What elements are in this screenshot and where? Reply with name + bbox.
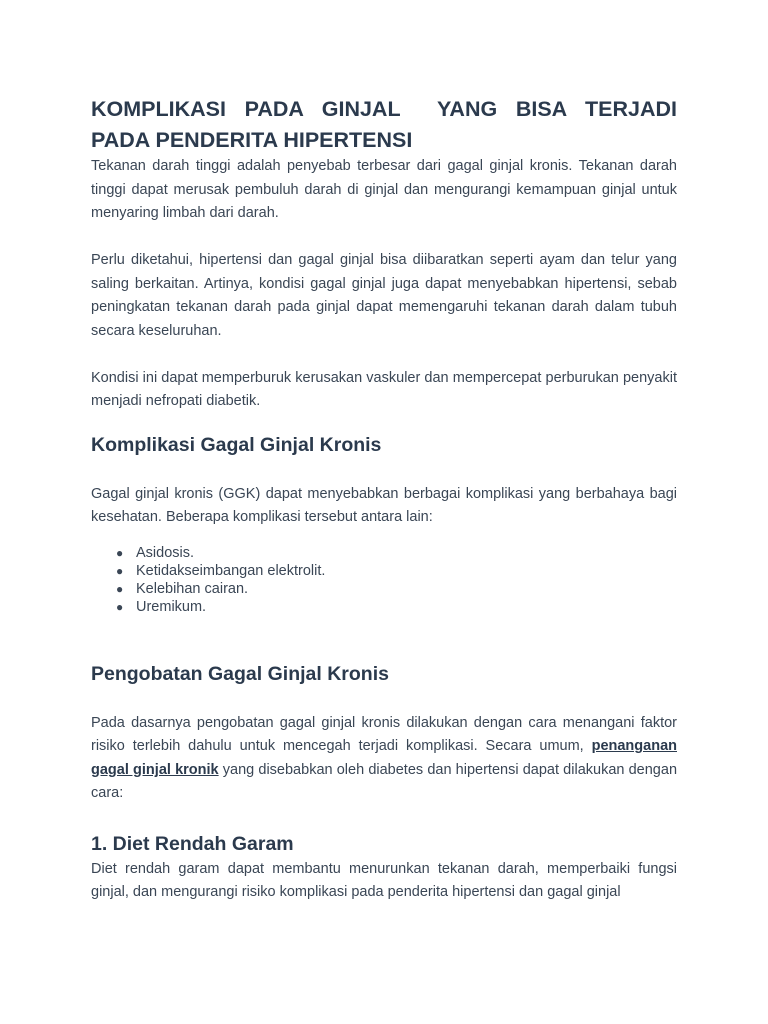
heading-low-salt-diet: 1. Diet Rendah Garam bbox=[91, 832, 294, 855]
list-item-text: Uremikum. bbox=[136, 599, 207, 616]
list-item bbox=[116, 562, 677, 580]
bullet-icon: ● bbox=[116, 563, 124, 578]
list-item-text: Ketidakseimbangan elektrolit. bbox=[136, 562, 326, 579]
bullet-icon: ● bbox=[116, 582, 124, 597]
paragraph-low-salt-diet: Diet rendah garam dapat membantu menurunkan tekanan darah, memperbaiki fungsi ginjal, dan mengurangi risiko komplikasi pada penderita hipertensi dan gagal ginjal bbox=[91, 860, 677, 901]
paragraph-vascular-damage: Kondisi ini dapat memperburuk kerusakan vaskuler dan mempercepat perburukan penyakit menjadi nefropati diabetik. bbox=[91, 369, 677, 409]
treatment-text-before-link: Pada dasarnya pengobatan gagal ginjal kronis dilakukan dengan cara menangani faktor risiko terlebih dahulu untuk mencegah terjadi komplikasi. Secara umum, bbox=[91, 714, 677, 755]
list-item bbox=[116, 598, 677, 616]
paragraph-complications: Gagal ginjal kronis (GGK) dapat menyebabkan berbagai komplikasi yang berbahaya bagi kesehatan. Beberapa komplikasi tersebut antara lain: bbox=[91, 485, 677, 525]
title-line-1: KOMPLIKASI PADA GINJAL YANG BISA TERJADI bbox=[91, 97, 677, 121]
paragraph-hypertension-relation: Perlu diketahui, hipertensi dan gagal ginjal bisa diibaratkan seperti ayam dan telur yang saling berkaitan. Artinya, kondisi gagal ginjal juga dapat menyebabkan hipertensi, sebab peningkatan tekanan darah pada ginjal dapat memengaruhi tekanan darah dalam tubuh secara keseluruhan. bbox=[91, 252, 677, 339]
paragraph-treatment bbox=[91, 712, 677, 806]
bullet-icon: ● bbox=[116, 600, 124, 615]
document-content bbox=[91, 94, 677, 905]
heading-complications: Komplikasi Gagal Ginjal Kronis bbox=[91, 433, 382, 456]
title-line-2: PADA PENDERITA HIPERTENSI bbox=[91, 128, 413, 152]
list-item-text: Kelebihan cairan. bbox=[136, 581, 249, 598]
heading-treatment: Pengobatan Gagal Ginjal Kronis bbox=[91, 662, 389, 685]
list-item-text: Asidosis. bbox=[136, 544, 195, 561]
intro-paragraph: Tekanan darah tinggi adalah penyebab terbesar dari gagal ginjal kronis. Tekanan darah tinggi dapat merusak pembuluh darah di ginjal dan mengurangi kemampuan ginjal untuk menyaring limbah dari darah. bbox=[91, 158, 677, 221]
bullet-icon: ● bbox=[116, 545, 124, 560]
list-item bbox=[116, 580, 677, 598]
list-item bbox=[116, 544, 677, 562]
ckd-treatment-link[interactable]: penanganan gagal ginjal kronik bbox=[91, 738, 677, 778]
treatment-text-after-link: yang disebabkan oleh diabetes dan hipertensi dapat dilakukan dengan cara: bbox=[91, 761, 678, 802]
document-title bbox=[91, 94, 677, 156]
complications-list bbox=[91, 544, 677, 617]
